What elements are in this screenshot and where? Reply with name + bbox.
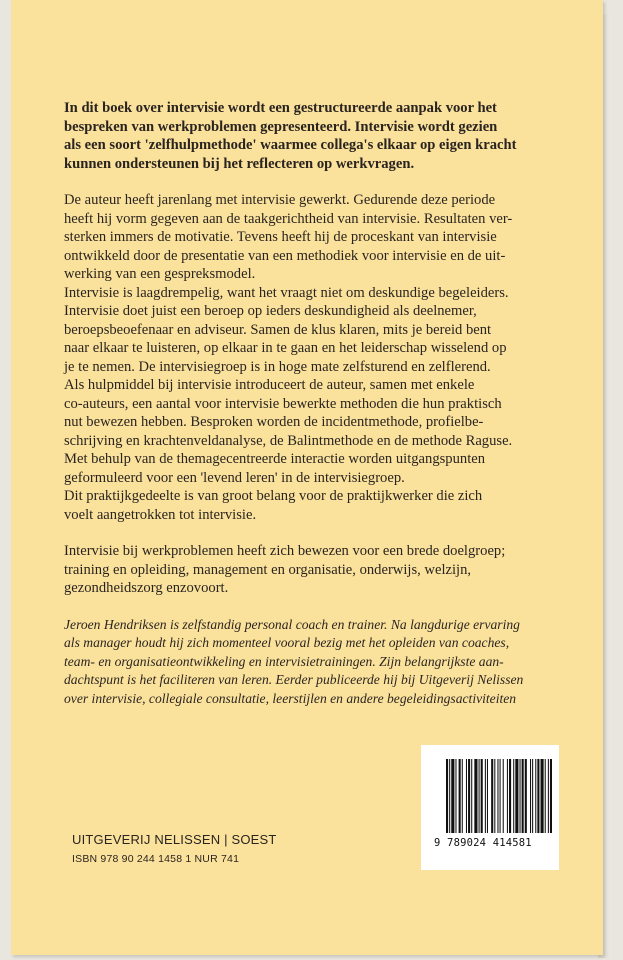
barcode-bar xyxy=(522,759,524,833)
body-line: naar elkaar te luisteren, op elkaar in te gaan en het leiderschap wisselend op xyxy=(64,340,507,356)
intro-line: als een soort 'zelfhulpmethode' waarmee collega's elkaar op eigen kracht xyxy=(64,137,517,153)
barcode-bar xyxy=(500,759,501,833)
body-paragraph xyxy=(64,191,544,524)
barcode-bar xyxy=(474,759,477,833)
closing-line: Intervisie bij werkproblemen heeft zich bewezen voor een brede doelgroep; xyxy=(64,543,506,559)
body-line: werking van een gespreksmodel. xyxy=(64,266,256,282)
barcode-bar xyxy=(487,759,488,833)
intro-line: In dit boek over intervisie wordt een gestructureerde aanpak voor het xyxy=(64,100,497,116)
body-line: geformuleerd voor een 'levend leren' in de intervisiegroep. xyxy=(64,469,405,486)
barcode-icon xyxy=(434,759,552,837)
barcode-bar xyxy=(541,759,544,833)
barcode-bar xyxy=(455,759,456,833)
barcode-bar xyxy=(466,759,467,833)
body-line: je te nemen. De intervisiegroep is in hoge mate zelfsturend en zelflerend. xyxy=(64,358,491,375)
barcode-bar xyxy=(503,759,504,833)
barcode-bar xyxy=(545,759,546,833)
barcode-bar xyxy=(468,759,470,833)
body-line: De auteur heeft jarenlang met intervisie gewerkt. Gedurende deze periode xyxy=(64,192,496,208)
intro-line: kunnen ondersteunen bij het reflecteren op werkvragen. xyxy=(64,155,415,172)
barcode-bar xyxy=(520,759,521,833)
bio-line: over intervisie, collegiale consultatie, leerstijlen en andere begeleidingsactiviteiten xyxy=(64,690,517,706)
author-bio xyxy=(64,616,544,709)
barcode-bar xyxy=(532,759,533,833)
barcode-bar xyxy=(494,759,495,833)
body-line: Intervisie is laagdrempelig, want het vraagt niet om deskundige begeleiders. xyxy=(64,284,509,301)
body-line: nut bewezen hebben. Besproken worden de incidentmethode, profielbe- xyxy=(64,414,484,430)
barcode-bar xyxy=(462,759,463,833)
bio-line: als manager houdt hij zich momenteel vooral bezig met het opleiden van coaches, xyxy=(64,635,510,650)
barcode-bar xyxy=(479,759,480,833)
barcode-bar xyxy=(537,759,539,833)
barcode-bar xyxy=(446,759,448,833)
closing-line: training en opleiding, management en organisatie, onderwijs, welzijn, xyxy=(64,561,472,578)
barcode-bar xyxy=(491,759,493,833)
body-line: sterken immers de motivatie. Tevens heeft hij de proceskant van intervisie xyxy=(64,229,497,245)
isbn-line: ISBN 978 90 244 1458 1 NUR 741 xyxy=(72,853,240,865)
closing-line: gezondheidszorg enzovoort. xyxy=(64,580,229,596)
intro-line: bespreken van werkproblemen gepresenteerd. Intervisie wordt gezien xyxy=(64,118,498,135)
body-line: Intervisie doet juist een beroep op ieders deskundigheid als deelnemer, xyxy=(64,303,477,319)
barcode-bar xyxy=(485,759,486,833)
barcode-bar xyxy=(530,759,531,833)
closing-paragraph xyxy=(64,542,544,598)
cover-text-block xyxy=(64,99,544,708)
barcode-bar xyxy=(481,759,483,833)
barcode-bar xyxy=(459,759,461,833)
intro-paragraph xyxy=(64,99,544,173)
barcode-bar xyxy=(497,759,498,833)
barcode-bar xyxy=(471,759,472,833)
barcode-bar xyxy=(535,759,536,833)
barcode-bar xyxy=(515,759,518,833)
bio-line: team- en organisatieontwikkeling en intervisietrainingen. Zijn belangrijkste aan- xyxy=(64,653,504,669)
body-line: schrijving en krachtenveldanalyse, de Balintmethode en de methode Raguse. xyxy=(64,432,513,449)
body-line: Als hulpmiddel bij intervisie introduceert de auteur, samen met enkele xyxy=(64,377,475,393)
barcode-bar xyxy=(525,759,527,833)
barcode-bar xyxy=(449,759,450,833)
body-line: voelt aangetrokken tot intervisie. xyxy=(64,506,257,523)
body-line: heeft hij vorm gegeven aan de taakgerichtheid van intervisie. Resultaten ver- xyxy=(64,210,513,227)
body-line: Dit praktijkgedeelte is van groot belang voor de praktijkwerker die zich xyxy=(64,488,483,504)
body-line: Met behulp van de themagecentreerde interactie worden uitgangspunten xyxy=(64,451,486,467)
publisher-name: UITGEVERIJ NELISSEN | SOEST xyxy=(72,832,277,847)
body-line: ontwikkeld door de presentatie van een methodiek voor intervisie en de uit- xyxy=(64,247,506,264)
body-line: co-auteurs, een aantal voor intervisie bewerkte methoden die hun praktisch xyxy=(64,395,502,412)
body-line: beroepsbeoefenaar en adviseur. Samen de klus klaren, mits je bereid bent xyxy=(64,321,492,338)
barcode-bar xyxy=(509,759,511,833)
barcode-bar xyxy=(451,759,454,833)
bio-line: Jeroen Hendriksen is zelfstandig personal coach en trainer. Na langdurige ervaring xyxy=(64,616,520,632)
barcode-bar xyxy=(507,759,508,833)
barcode-bar xyxy=(548,759,549,833)
barcode-digits: 9 789024 414581 xyxy=(434,837,532,849)
barcode-bar xyxy=(550,759,552,833)
barcode-bar xyxy=(513,759,514,833)
barcode-box xyxy=(421,745,559,870)
bio-line: dachtspunt is het faciliteren van leren. Eerder publiceerde hij bij Uitgeverij Nelissen xyxy=(64,672,524,687)
